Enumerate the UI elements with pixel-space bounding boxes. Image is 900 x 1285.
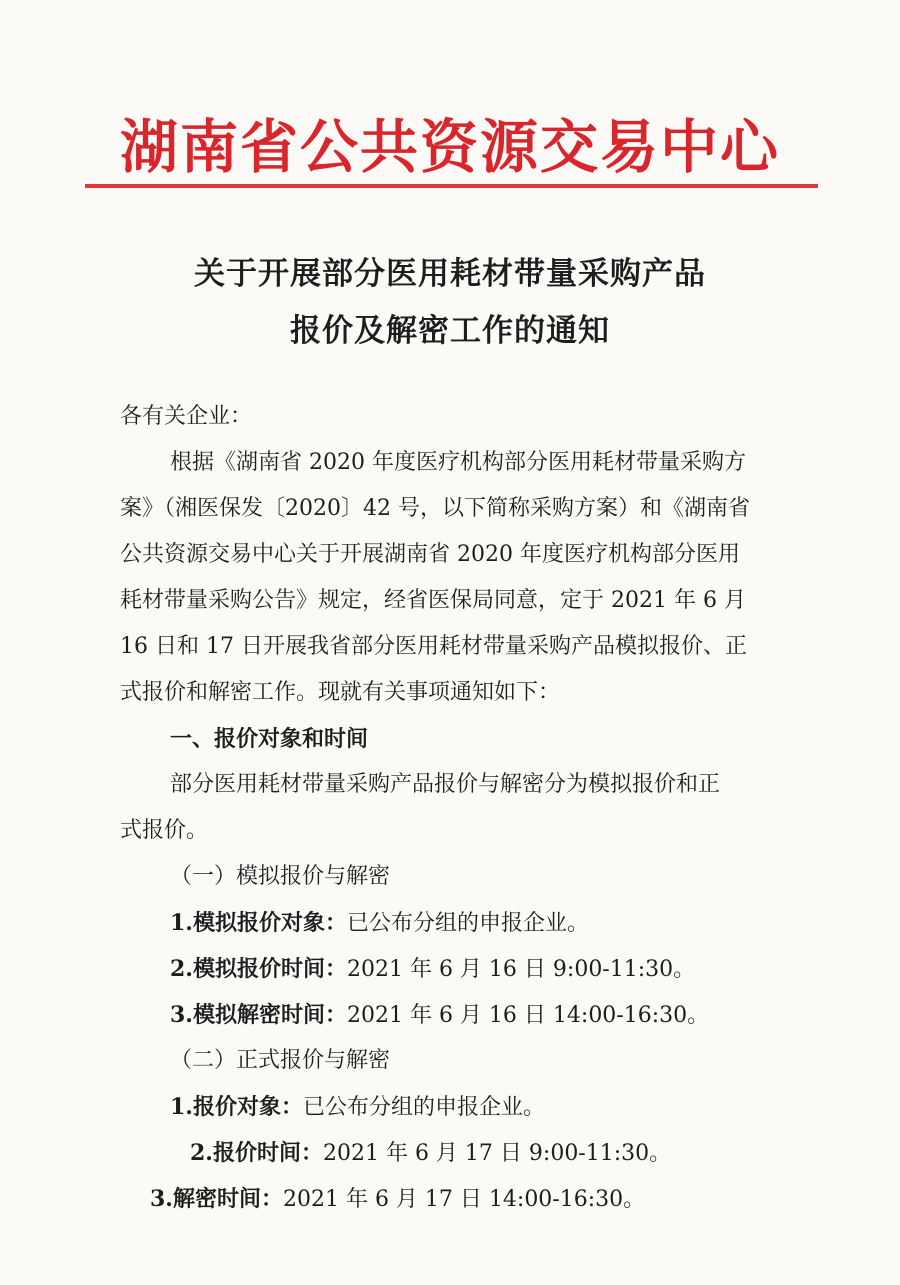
intro-line: 16 日和 17 日开展我省部分医用耗材带量采购产品模拟报价、正	[120, 634, 747, 659]
intro-line: 案》（湘医保发〔2020〕42 号，以下简称采购方案）和《湖南省	[120, 496, 750, 521]
list-item-value: 2021 年 6 月 16 日 14:00-16:30。	[346, 1003, 710, 1028]
list-item-label: 1.模拟报价对象：	[170, 910, 347, 936]
list-item-value: 2021 年 6 月 17 日 14:00-16:30。	[282, 1187, 646, 1212]
list-item-label: 2.报价时间：	[190, 1140, 323, 1166]
document-title-line-2: 报价及解密工作的通知	[290, 313, 610, 349]
intro-line: 耗材带量采购公告》规定，经省医保局同意，定于 2021 年 6 月	[120, 588, 746, 613]
list-item-label: 2.模拟报价时间：	[170, 956, 347, 982]
list-item	[170, 1000, 709, 1031]
subsection-heading: （一）模拟报价与解密	[170, 864, 391, 889]
salutation: 各有关企业：	[120, 404, 253, 429]
list-item	[170, 908, 589, 939]
letterhead-red-rule	[85, 184, 818, 188]
intro-line: 式报价和解密工作。现就有关事项通知如下：	[120, 680, 561, 705]
list-item-value: 2021 年 6 月 17 日 9:00-11:30。	[322, 1141, 672, 1166]
subsection-heading: （二）正式报价与解密	[170, 1048, 391, 1073]
list-item-label: 1.报价对象：	[170, 1094, 303, 1120]
section-text-line: 式报价。	[120, 818, 209, 843]
list-item-value: 已公布分组的申报企业。	[346, 911, 589, 936]
list-item-label: 3.解密时间：	[150, 1186, 283, 1212]
section-heading: 一、报价对象和时间	[170, 726, 369, 752]
intro-line: 公共资源交易中心关于开展湖南省 2020 年度医疗机构部分医用	[120, 542, 740, 567]
list-item-label: 3.模拟解密时间：	[170, 1002, 347, 1028]
intro-line: 根据《湖南省 2020 年度医疗机构部分医用耗材带量采购方	[170, 450, 746, 475]
list-item-value: 2021 年 6 月 16 日 9:00-11:30。	[346, 957, 696, 982]
document-title-line-1: 关于开展部分医用耗材带量采购产品	[194, 256, 706, 292]
list-item-value: 已公布分组的申报企业。	[302, 1095, 545, 1120]
org-letterhead: 湖南省公共资源交易中心	[119, 113, 780, 181]
section-text-line: 部分医用耗材带量采购产品报价与解密分为模拟报价和正	[170, 772, 721, 797]
list-item	[170, 954, 695, 985]
